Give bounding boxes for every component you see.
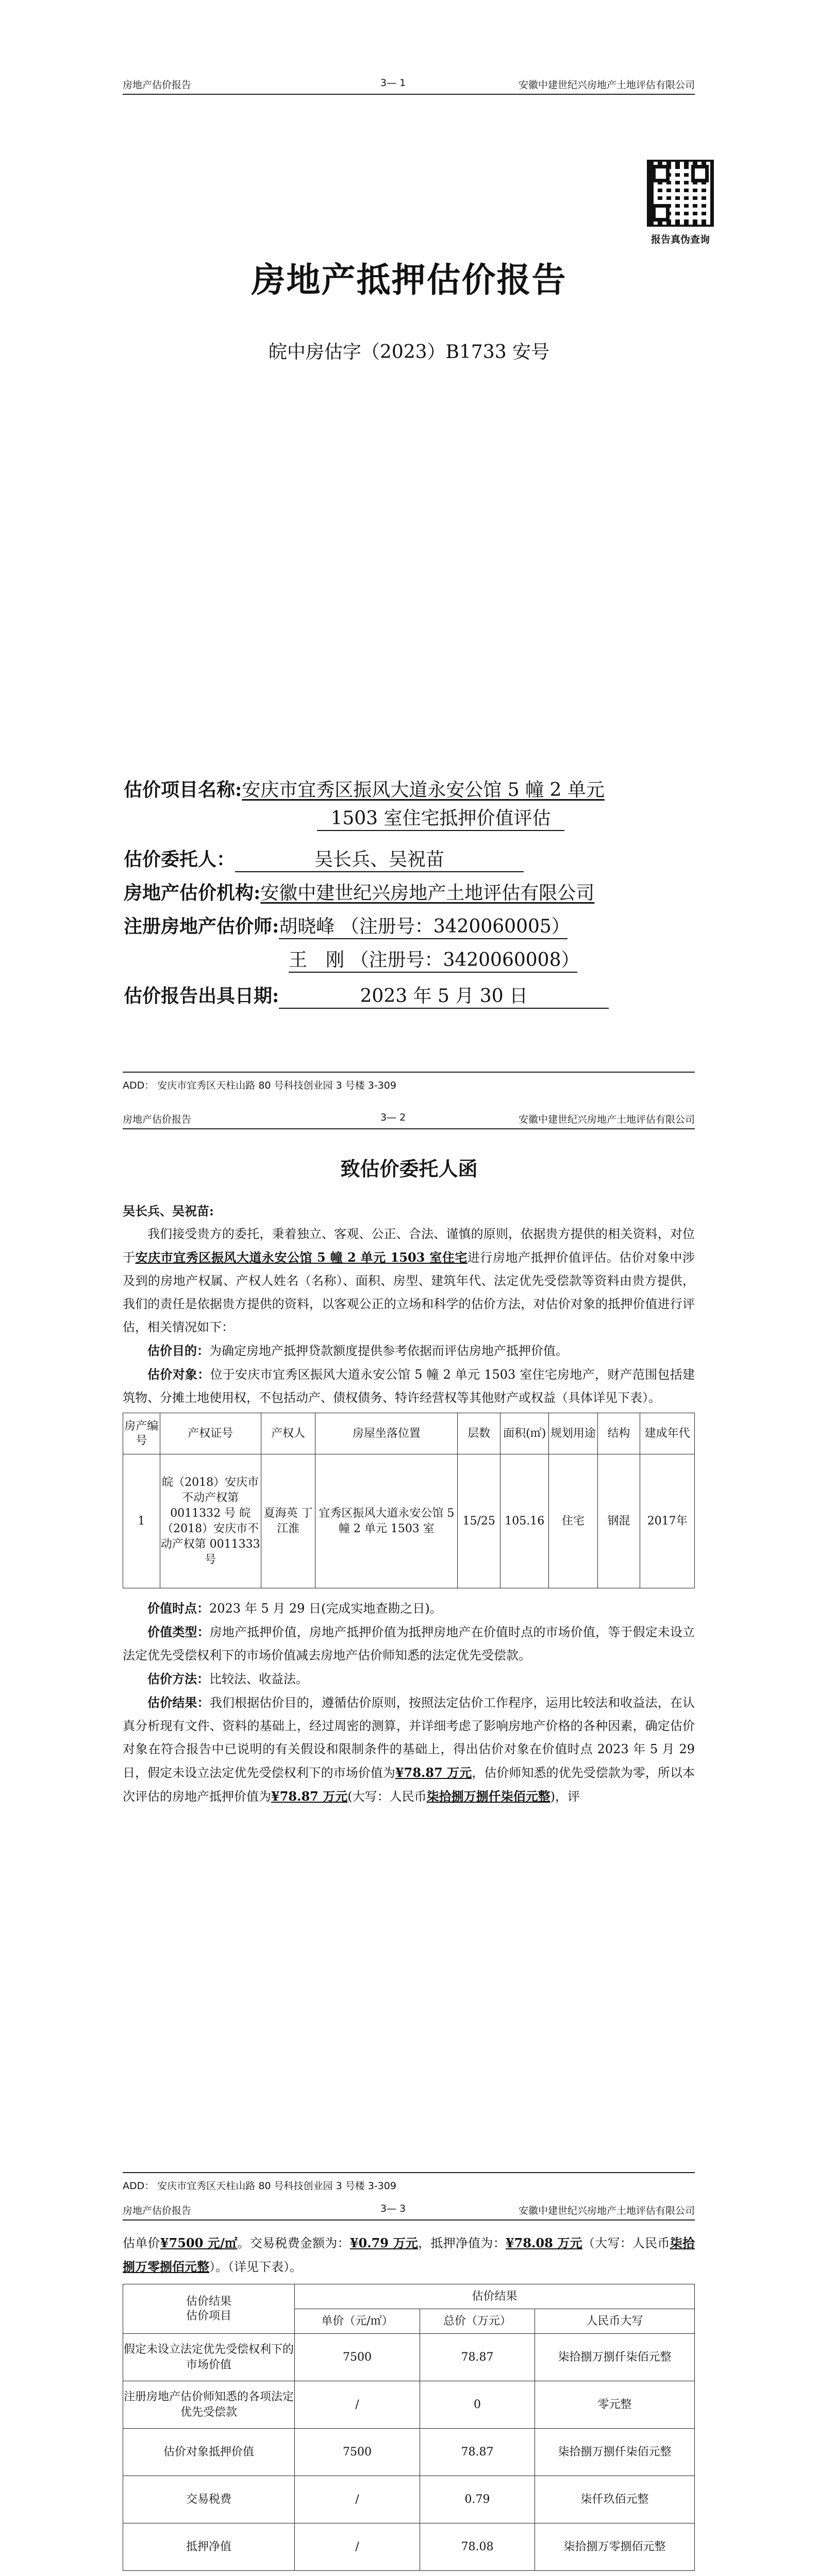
page-number: 3— 2 [380,1112,406,1123]
purpose-paragraph: 估价目的：为确定房地产抵押贷款额度提供参考依据而评估房地产抵押价值。 [147,1343,568,1358]
letter-title: 致估价委托人函 [340,1157,478,1180]
project-value-line2: 1503 室住宅抵押价值评估 [317,804,564,831]
table-header: 层数 [458,1413,500,1454]
project-label: 估价项目名称: [124,779,242,801]
qr-caption: 报告真伪查询 [650,234,710,245]
page-number: 3— 1 [380,77,406,89]
report-number: 皖中房估字（2023）B1733 安号 [268,342,550,363]
table-header: 单价（元/㎡） [295,2309,420,2334]
letter-body [123,1199,695,1808]
header-right: 安徽中建世纪兴房地产土地评估有限公司 [518,1114,695,1125]
project-name-field [124,775,605,802]
table-header: 产权人 [261,1413,315,1454]
agency-value: 安徽中建世纪兴房地产土地评估有限公司 [260,883,595,904]
salutation: 吴长兵、吴祝苗: [123,1204,214,1218]
page-header [123,1112,695,1129]
table-header: 总价（万元） [420,2309,535,2334]
results-table [123,2284,695,2571]
header-left: 房地产估价报告 [123,1114,192,1125]
page-footer: ADD： 安庆市宜秀区天柱山路 80 号科技创业园 3 号楼 3-309 [123,1072,695,1092]
project-name-line2 [317,804,564,831]
table-header: 房产编号 [123,1413,160,1454]
result-paragraph: 估价结果：我们根据估价目的，遵循估价原则，按照法定估价工作程序，运用比较法和收益法，在认真分析现有文件、资料的基础上，经过周密的测算，并详细考虑了影响房地产价格的各种因素，确定估价对象在符合报告中已说明的有关假设和限制条件的基础上，得出估价对象在价值时点 2023 年 5 月 29 日，假定未设立法定优先受偿权利下的市场价值为¥78.87 万元，估价师知悉的优先受偿款为零，所以本次评估的房地产抵押价值为¥78.87 万元(大写：人民币柒拾捌万捌仟柒佰元整)，评 [123,1695,695,1804]
client-label: 估价委托人： [124,849,236,870]
property-table [123,1413,695,1588]
issue-date-field [124,981,609,1009]
issue-date-value: 2023 年 5 月 30 日 [279,981,609,1009]
appraiser-field-2 [289,945,580,973]
intro-paragraph: 我们接受贵方的委托，秉着独立、客观、公正、合法、谨慎的原则，依据贵方提供的相关资料，对位于安庆市宜秀区振风大道永安公馆 5 幢 2 单元 1503 室住宅进行房地产抵押价值评估。估价对象中涉及到的房地产权属、产权人姓名（名称）、面积、房型、建筑年代、法定优先受偿款等资料由贵方提供，我们的责任是依据贵方提供的资料，以客观公正的立场和科学的估价方法，对估价对象的抵押价值进行评估，相关情况如下： [123,1227,695,1334]
page-number: 3— 3 [380,2203,406,2214]
method-paragraph: 估价方法：比较法、收益法。 [147,1671,308,1686]
result-continuation: 估单价¥7500 元/㎡。交易税费金额为：¥0.79 万元，抵押净值为：¥78.08 万元（大写：人民币柒拾捌万零捌佰元整）。（详见下表）。 [123,2235,695,2274]
appraiser-label: 注册房地产估价师: [124,916,279,937]
agency-field [124,878,594,905]
header-left: 房地产估价报告 [123,2205,192,2216]
table-row: 交易税费 / 0.79 柒仟玖佰元整 [123,2476,695,2523]
value-type-paragraph: 价值类型：房地产抵押价值，房地产抵押价值为抵押房地产在价值时点的市场价值，等于假定未设立法定优先受偿权利下的市场价值减去房地产估价师知悉的法定优先受偿款。 [123,1624,695,1663]
page-header [123,2203,695,2221]
results-body [123,2231,695,2576]
appraiser-field [124,912,570,939]
table-header: 面积(㎡) [500,1413,549,1454]
table-row: 1 皖（2018）安庆市不动产权第 0011332 号 皖（2018）安庆市不动产权第 0011333 号 夏海英 丁江淮 宜秀区振风大道永安公馆 5 幢 2 单元 1503 室 15/25 105.16 住宅 钢混 2017年 [123,1454,695,1588]
table-header: 房屋坐落位置 [315,1413,458,1454]
table-header: 结构 [597,1413,640,1454]
qr-code-icon[interactable] [647,160,714,227]
table-header: 估价结果 估价项目 [123,2284,295,2334]
table-header: 建成年代 [640,1413,695,1454]
appraiser-1: 胡晓峰 （注册号：3420060005） [279,912,567,939]
table-header: 估价结果 [295,2284,695,2309]
page-footer: ADD： 安庆市宜秀区天柱山路 80 号科技创业园 3 号楼 3-309 [123,2172,695,2192]
page-results [0,2203,818,2576]
page-header [123,77,695,95]
client-value: 吴长兵、吴祝苗 [235,845,524,872]
page-letter [0,1101,818,2203]
table-row: 抵押净值 / 78.08 柒拾捌万零捌佰元整 [123,2523,695,2571]
client-field [124,845,524,872]
project-value-line1: 安庆市宜秀区振风大道永安公馆 5 幢 2 单元 [242,779,605,801]
table-row: 注册房地产估价师知悉的各项法定优先受偿款 / 0 零元整 [123,2381,695,2429]
header-right: 安徽中建世纪兴房地产土地评估有限公司 [518,79,695,91]
report-title: 房地产抵押估价报告 [251,260,567,300]
table-row: 估价对象抵押价值 7500 78.87 柒拾捌万捌仟柒佰元整 [123,2429,695,2476]
property-address: 安庆市宜秀区振风大道永安公馆 5 幢 2 单元 1503 室住宅 [135,1250,468,1265]
value-date-paragraph: 价值时点：2023 年 5 月 29 日(完成实地查勘之日)。 [147,1601,442,1616]
issue-date-label: 估价报告出具日期: [124,985,279,1007]
header-right: 安徽中建世纪兴房地产土地评估有限公司 [518,2205,695,2216]
page-cover [0,0,818,1101]
table-header: 规划用途 [549,1413,597,1454]
table-row: 假定未设立法定优先受偿权利下的市场价值 7500 78.87 柒拾捌万捌仟柒佰元整 [123,2334,695,2381]
table-header: 人民币大写 [535,2309,695,2334]
table-header: 产权证号 [160,1413,261,1454]
appraiser-2: 王 刚 （注册号：3420060008） [289,945,577,973]
header-left: 房地产估价报告 [123,79,192,91]
object-paragraph: 估价对象：位于安庆市宜秀区振风大道永安公馆 5 幢 2 单元 1503 室住宅房地产，财产范围包括建筑物、分摊土地使用权，不包括动产、债权债务、特许经营权等其他财产或权益（具体详见下表）。 [123,1367,695,1405]
agency-label: 房地产估价机构: [124,882,261,904]
